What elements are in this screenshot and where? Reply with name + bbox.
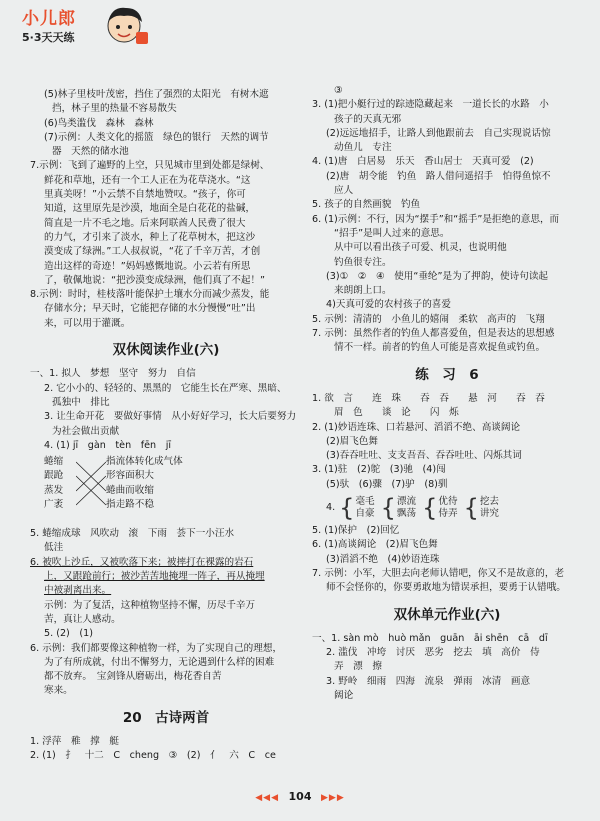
answer-line: 8.示例：时时，桂枝落叶能保护土壤水分而减少蒸发，能 xyxy=(30,289,270,301)
answer-line: 动鱼儿 专注 xyxy=(334,142,392,154)
group-word: 讲究 xyxy=(479,508,500,520)
answer-line: “招手”是叫人过来的意思。 xyxy=(334,227,450,239)
section-title: 双休阅读作业(六) xyxy=(112,342,220,359)
answer-line: 里真美呀！”小云禁不自禁地赞叹。“孩子，你可 xyxy=(44,189,246,201)
answer-line: 7.示例：飞到了遍野的上空，只见城市里到处都是绿树、 xyxy=(30,160,270,172)
answer-line: 5. 示例：清清的 小鱼儿的嬉闹 柔软 高声的 飞翔 xyxy=(312,313,545,325)
brace-icon: { xyxy=(339,494,355,523)
match-left-words xyxy=(44,455,63,512)
answer-line: 一、1. sàn mò huò mǎn guān āi shēn cā dī xyxy=(312,632,548,644)
answer-line: 孩子的天真无邪 xyxy=(334,113,402,125)
item-number: 4. xyxy=(326,501,336,513)
group-word: 优待 xyxy=(438,496,458,508)
answer-line: 5. 蜷缩成球 风吹动 滚 下雨 荟下一小汪水 xyxy=(30,528,235,540)
match-meaning: 指流体转化成气体 xyxy=(106,456,183,468)
answer-line: 7. 示例：虽然作者的钓鱼人都喜爱鱼，但是表达的思想感 xyxy=(312,328,555,340)
word-group xyxy=(422,494,458,523)
page-number: 104 xyxy=(288,790,312,803)
answer-line: 孤独中 排比 xyxy=(52,396,110,408)
brand-title: 小儿郎 xyxy=(22,9,76,29)
answer-line: 4. (1)唐 白居易 乐天 香山居士 天真可爱 (2) xyxy=(312,156,534,168)
word-group xyxy=(339,494,375,523)
answer-line: (7)示例：人类文化的摇篮 绿色的银行 天然的调节 xyxy=(44,131,269,143)
answer-line: 6. 被吹上沙丘，又被吹落下来；被摔打在裸露的岩石 xyxy=(30,556,254,568)
answer-line: 漠变成了绿洲。”工人叔叔说，“花了千辛万苦，才创 xyxy=(44,246,261,258)
answer-line: 5. (2) (1) xyxy=(44,628,93,640)
answer-line: 为了有所成就，付出不懈努力，无论遇到什么样的困难 xyxy=(44,656,275,668)
answer-line: 知道，这里原先是沙漠，地面全是白花花的盐碱， xyxy=(44,203,256,215)
answer-line: 1. 欲 言 连 珠 吞 吞 悬 河 吞 吞 xyxy=(312,392,545,404)
answer-line: (2)远远地招手，让路人到他跟前去 自己实现说话惊 xyxy=(326,127,551,139)
answer-line: 6. (1)高谈阔论 (2)眉飞色舞 xyxy=(312,539,438,551)
answer-line: (6)鸟类滥伐 森林 森林 xyxy=(44,117,154,129)
answer-line: (2)眉飞色舞 xyxy=(326,435,378,447)
answer-line: 器 天然的储水池 xyxy=(52,146,129,158)
match-right-meanings xyxy=(106,455,183,512)
answer-line: 示例：为了复活，这种植物坚持不懈，历尽千辛万 xyxy=(44,599,256,611)
answer-line: 中被剥离出来。 xyxy=(44,585,112,597)
answer-line: 4. (1) jī gàn tèn fēn jī xyxy=(44,439,172,451)
brand-subtitle: 5·3天天练 xyxy=(22,31,75,44)
answer-line: 6. (1)示例：不行，因为“摆手”和“摇手”是拒绝的意思，而 xyxy=(312,213,560,225)
answer-line: 都不放弃。 宝剑锋从磨砺出，梅花香自苦 xyxy=(44,671,222,683)
right-column xyxy=(312,84,582,703)
answer-line: 4)天真可爱的农村孩子的喜爱 xyxy=(326,299,451,311)
answer-line: 情不一样。前者的钓鱼人可能是喜欢捉鱼或钓鱼。 xyxy=(334,342,546,354)
answer-line: (5)林子里枝叶茂密，挡住了强烈的太阳光 有树木遮 xyxy=(44,89,269,100)
answer-line: 2. (1) 扌 十二 C cheng ③ (2) 亻 六 C ce xyxy=(30,750,276,762)
matching-lines xyxy=(76,455,106,513)
answer-line: 低洼 xyxy=(44,542,64,554)
answer-line: 来，可以用于灌溉。 xyxy=(44,317,131,329)
answer-line: 2. 滥伐 冲垮 讨厌 恶劣 挖去 填 高价 侍 xyxy=(326,647,540,659)
answer-line: 鲜花和草地，还有一个工人正在为花草浇水。“这 xyxy=(44,174,251,186)
left-column xyxy=(30,88,302,764)
answer-line: (5)驮 (6)骤 (7)驴 (8)驯 xyxy=(326,478,448,490)
answer-line: 存储水分；早天时，它能把存储的水分慢慢“吐”出 xyxy=(44,303,256,315)
word-group xyxy=(463,494,500,523)
group-word: 挖去 xyxy=(479,496,500,508)
word-group-braces xyxy=(312,492,582,524)
brace-icon: { xyxy=(463,494,479,523)
answer-line: 一、1. 拟人 梦想 坚守 努力 自信 xyxy=(30,368,196,380)
match-word: 蜷缩 xyxy=(44,456,64,468)
answer-line: 6. 示例：我们都要像这种植物一样，为了实现自己的理想， xyxy=(30,642,283,654)
answer-line: 挡，林子里的热量不容易散失 xyxy=(52,103,177,115)
word-matching-exercise xyxy=(44,455,302,525)
section-title: 练 习 6 xyxy=(415,366,479,383)
group-word: 自豪 xyxy=(355,508,375,520)
page-header xyxy=(0,0,600,52)
match-meaning: 指走路不稳 xyxy=(106,499,154,511)
answer-line: ③ xyxy=(334,85,343,96)
match-meaning: 蜷曲而收缩 xyxy=(106,484,154,496)
word-group xyxy=(380,494,417,523)
section-title: 双休单元作业(六) xyxy=(393,606,501,623)
match-word: 跟跄 xyxy=(44,470,64,482)
answer-line: 3. 野岭 细雨 四海 流泉 弹雨 冰清 画意 xyxy=(326,675,531,687)
answer-line: 3. (1)把小艇行过的踪迹隐藏起来 一道长长的水路 小 xyxy=(312,99,549,111)
answer-line: 造出这样的奇迹！”妈妈感慨地说。小云若有所思 xyxy=(44,260,251,272)
page-footer xyxy=(0,790,600,803)
answer-line: (2)唐 胡令能 钓鱼 路人借问遥招手 怕得鱼惊不 xyxy=(326,170,551,182)
answer-line: 3. (1)驻 (2)鸵 (3)驰 (4)闯 xyxy=(312,464,446,476)
match-word: 广袤 xyxy=(44,499,64,511)
answer-line: 上，又跟跄前行；被沙苦苦地掩埋一阵子，再从掩埋 xyxy=(44,571,265,583)
answer-line: 5. (1)保护 (2)回忆 xyxy=(312,525,400,537)
group-word: 侍弄 xyxy=(438,508,458,520)
answer-line: 阔论 xyxy=(334,689,354,701)
answer-line: (3)滔滔不绝 (4)妙语连珠 xyxy=(326,553,440,565)
group-word: 毫毛 xyxy=(355,496,375,508)
answer-line: 为社会做出贡献 xyxy=(52,425,120,437)
left-arrows-icon: ◀◀◀ xyxy=(255,793,280,803)
answer-line: 苦，真让人感动。 xyxy=(44,613,121,625)
answer-line: 弄 漂 擦 xyxy=(334,661,382,673)
answer-line: 寒来。 xyxy=(44,685,73,697)
answer-line: 师不会怪你的，你要勇敢地为错误承担，要勇于认错哦。 xyxy=(326,582,566,594)
answer-line: 2. (1)妙语连珠、口若悬河、滔滔不绝、高谈阔论 xyxy=(312,421,521,433)
answer-line: 来朗朗上口。 xyxy=(334,285,392,297)
brand-logo xyxy=(22,4,76,45)
group-word: 漂流 xyxy=(396,496,417,508)
answer-line: 应人 xyxy=(334,185,354,197)
section-title: 20 古诗两首 xyxy=(122,709,210,726)
answer-line: 的力气，才引来了淡水，种上了花草树木，把这沙 xyxy=(44,231,256,243)
brace-icon: { xyxy=(380,494,396,523)
answer-line: (3)吞吞吐吐、支支吾吾、吞吞吐吐、闪烁其词 xyxy=(326,450,522,462)
answer-line: 2. 它小小的、轻轻的、黑黑的 它能生长在严寒、黑暗、 xyxy=(44,382,287,394)
right-arrows-icon: ▶▶▶ xyxy=(320,793,345,803)
answer-line: 眉 色 谈 论 闪 烁 xyxy=(334,407,459,419)
answer-line: (3)① ② ④ 使用“垂纶”是为了押韵，使诗句读起 xyxy=(326,270,549,282)
brace-icon: { xyxy=(422,494,438,523)
answer-line: 7. 示例：小军，大胆去向老师认错吧，你又不是故意的，老 xyxy=(312,567,565,579)
answer-line: 1. 浮萍 稚 撑 艇 xyxy=(30,735,119,747)
match-word: 蒸发 xyxy=(44,484,64,496)
mascot-icon xyxy=(100,2,150,50)
answer-line: 了，敬佩地说：“把沙漠变成绿洲，他们真了不起！” xyxy=(44,274,266,286)
group-word: 飘荡 xyxy=(396,508,417,520)
match-meaning: 形容面积大 xyxy=(106,470,154,482)
answer-line: 钓鱼很专注。 xyxy=(334,256,392,268)
answer-line: 3. 让生命开花 要做好事情 从小好好学习，长大后要努力 xyxy=(44,411,297,423)
answer-line: 从中可以看出孩子可爱、机灵，也说明他 xyxy=(334,242,507,254)
answer-line: 5. 孩子的自然画貌 钓鱼 xyxy=(312,199,421,211)
answer-line: 简直是一片不毛之地。后来阿联酋人民费了很大 xyxy=(44,217,246,229)
